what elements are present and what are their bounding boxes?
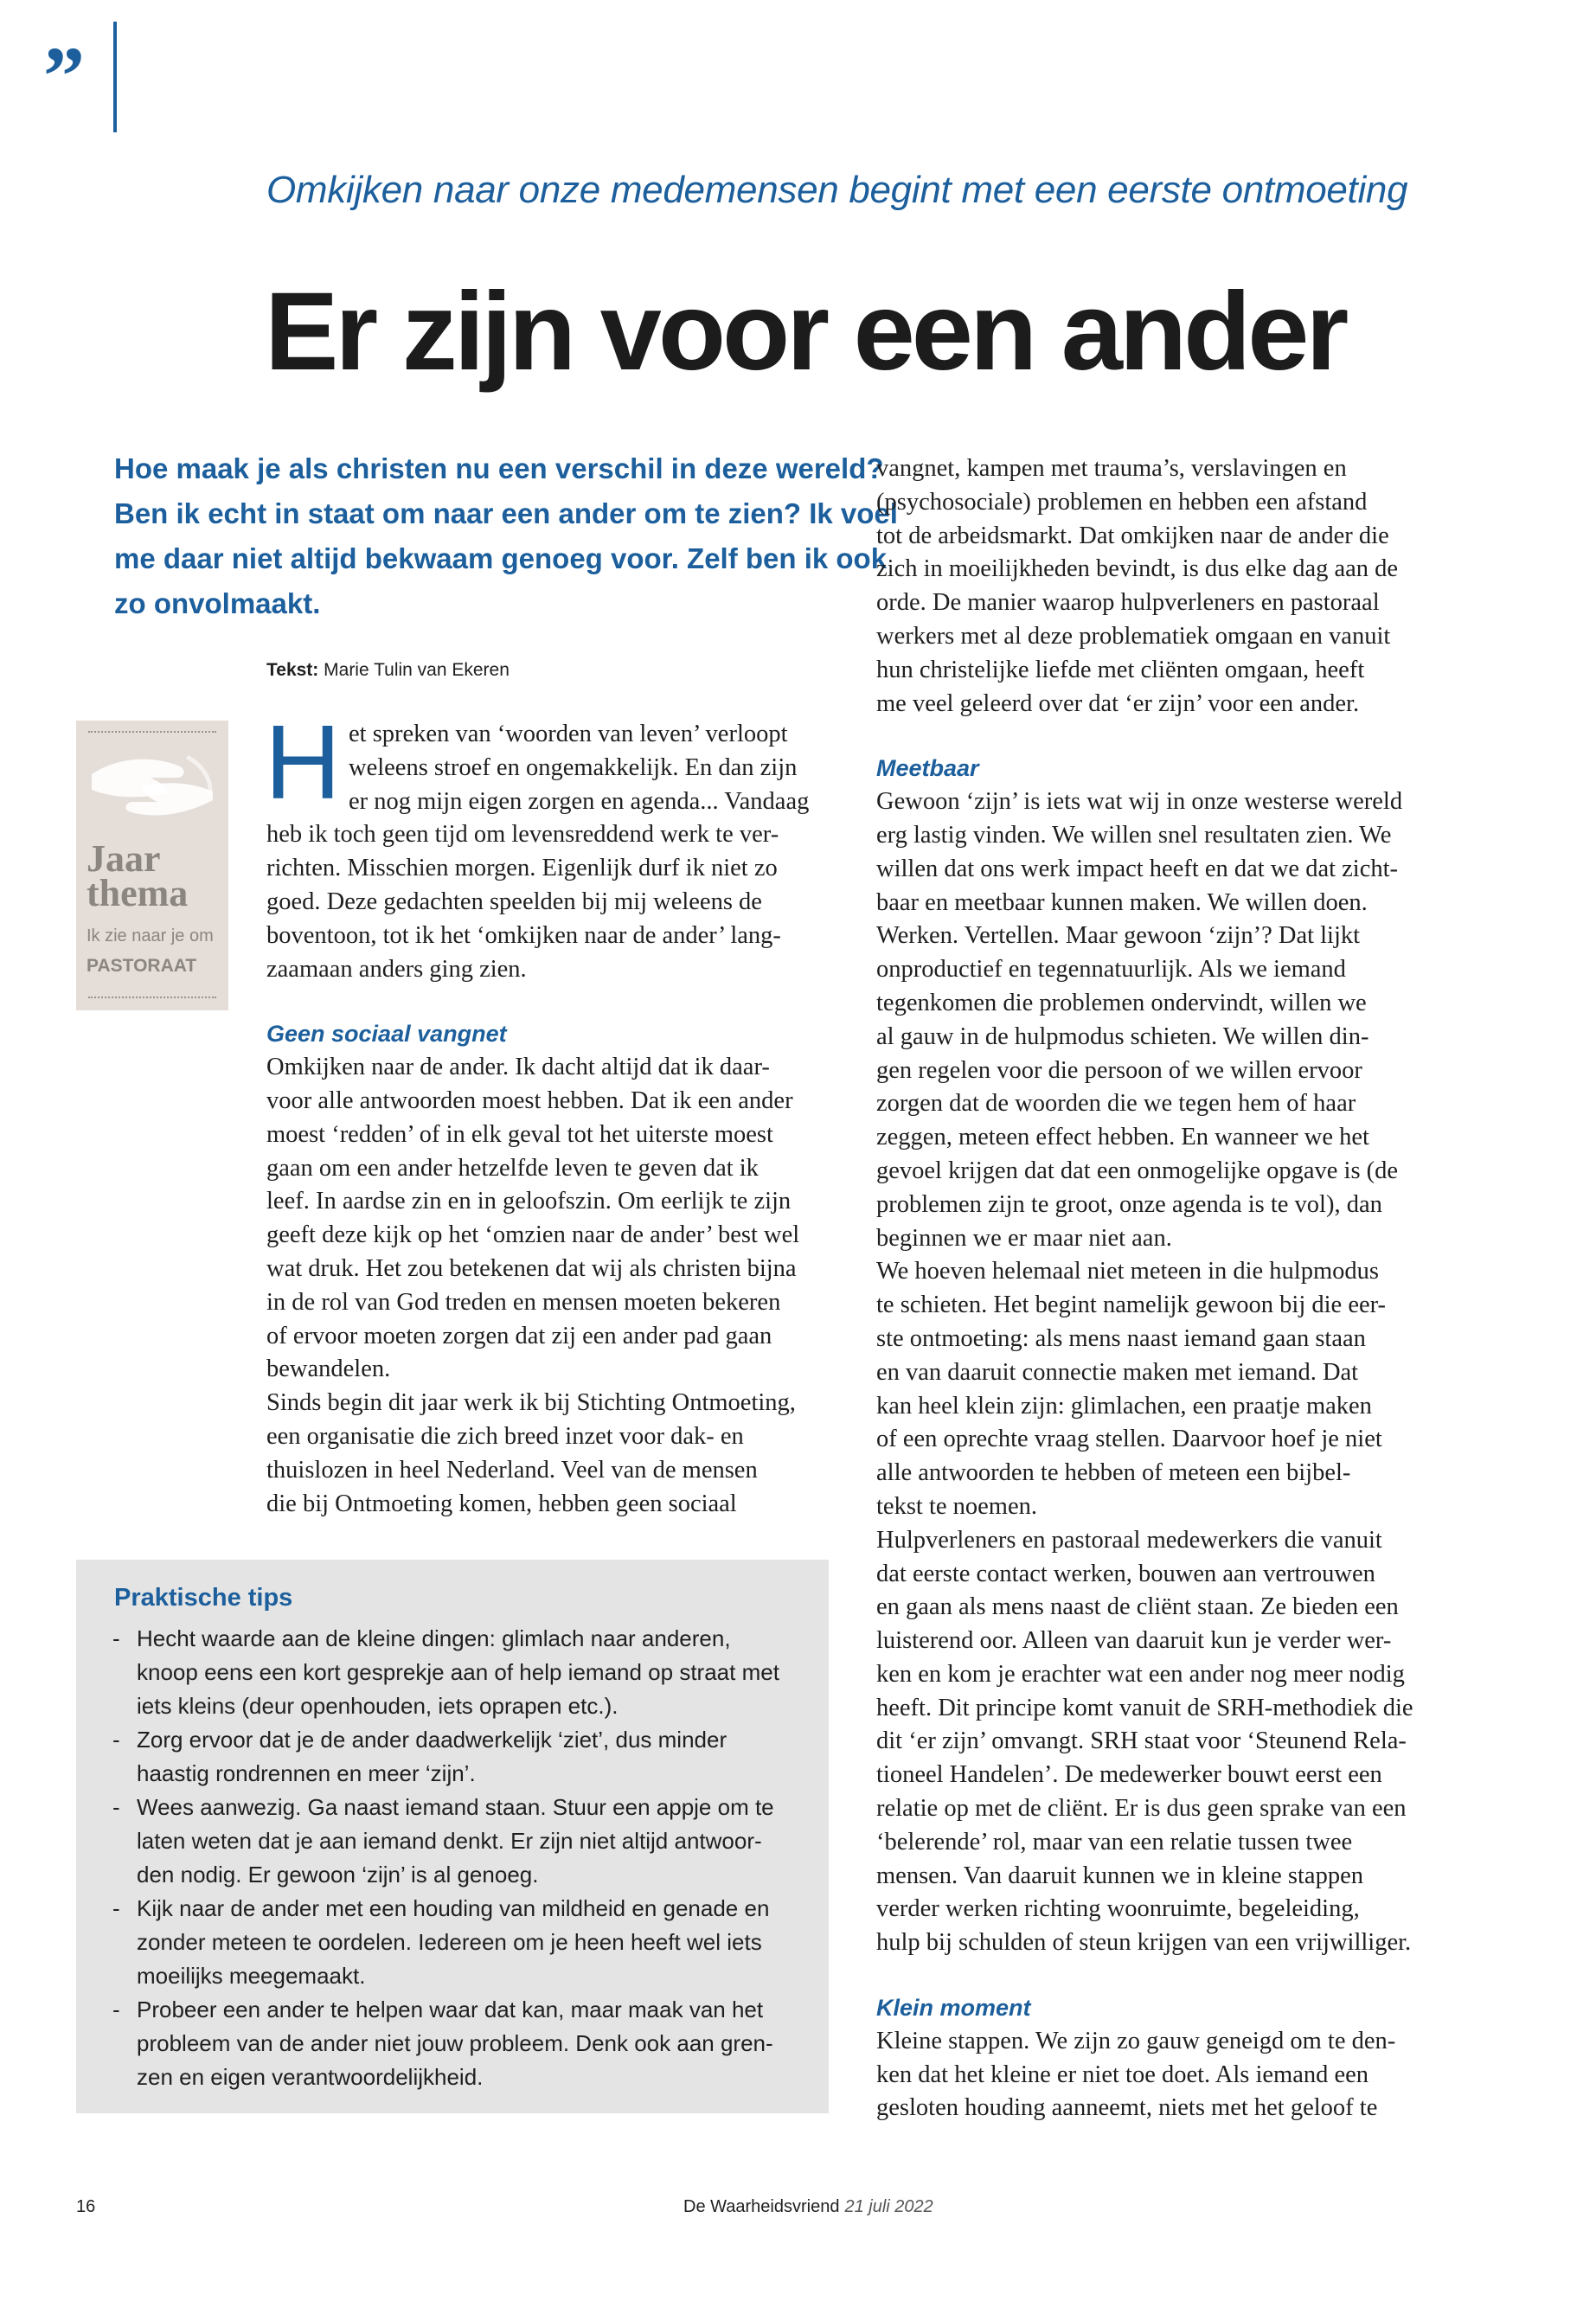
tip-line: haastig rondrennen en meer ‘zijn’. [137,1760,476,1786]
bullet: - [112,1794,120,1820]
subheading: Geen sociaal vangnet [266,1021,507,1048]
tip-line: moeilijks meegemaakt. [137,1963,366,1989]
tip-line: probleem van de ander niet jouw probleem. Denk ook aan gren- [137,2030,773,2056]
text-line: weleens stroef en ongemakkelijk. En dan zijn [349,753,798,781]
text-line: en gaan als mens naast de cliënt staan. Ze bieden een [876,1593,1399,1621]
text-line: leef. In aardse zin en in geloofszin. Om eerlijk te zijn [266,1188,792,1215]
tips-title: Praktische tips [114,1584,293,1612]
tip-item [112,1723,804,1791]
text-line: in de rol van God treden en mensen moeten bekeren [266,1288,781,1316]
tip-line: zen en eigen verantwoordelijkheid. [137,2064,484,2090]
jaarthema-badge [76,721,228,1010]
text-line: tekst te noemen. [876,1492,1037,1520]
tip-line: zonder meteen te oordelen. Iedereen om je heen heeft wel iets [137,1929,762,1955]
text-line: onproductief en tegennatuurlijk. Als we iemand [876,956,1346,984]
text-line: ‘belerende’ rol, maar van een relatie tussen twee [876,1828,1353,1856]
text-line: relatie op met de cliënt. Er is dus geen sprake van een [876,1795,1407,1823]
tip-line: iets kleins (deur openhouden, iets oprapen etc.). [137,1693,619,1719]
tip-line: Wees aanwezig. Ga naast iemand staan. Stuur een appje om te [137,1794,774,1820]
text-line: vangnet, kampen met trauma’s, verslavingen en [876,455,1347,482]
text-line: me veel geleerd over dat ‘er zijn’ voor een ander. [876,689,1360,717]
text-line: alle antwoorden te hebben of meteen een bijbel- [876,1459,1351,1487]
tip-line: knoop eens een kort gesprekje aan of help iemand op straat met [137,1659,779,1685]
text-line: richten. Misschien morgen. Eigenlijk durf ik niet zo [266,855,778,882]
text-line: Werken. Vertellen. Maar gewoon ‘zijn’? Dat lijkt [876,922,1361,950]
jaarthema-title-line: thema [87,872,189,914]
byline-author: Marie Tulin van Ekeren [324,660,510,680]
text-line: problemen zijn te groot, onze agenda is te vol), dan [876,1190,1382,1218]
tip-line: Kijk naar de ander met een houding van mildheid en genade en [137,1895,770,1921]
bullet: - [112,1727,120,1753]
bullet: - [112,1895,120,1921]
tip-line: Probeer een ander te helpen waar dat kan, maar maak van het [137,1997,764,2022]
text-line: heb ik toch geen tijd om levensreddend werk te ver- [266,821,779,849]
text-line: boventoon, tot ik het ‘omkijken naar de ander’ lang- [266,921,781,949]
text-line: Gewoon ‘zijn’ is iets wat wij in onze westerse wereld [876,788,1403,816]
byline-label: Tekst: [266,660,319,680]
text-line: en van daaruit connectie maken met iemand. Dat [876,1358,1359,1386]
text-line: verder werken richting woonruimte, begeleiding, [876,1895,1360,1923]
text-line: thuislozen in heel Nederland. Veel van de mensen [266,1456,758,1484]
text-line: erg lastig vinden. We willen snel resultaten zien. We [876,821,1392,849]
text-line: ken en kom je erachter wat een ander nog meer nodig [876,1660,1405,1688]
text-line: geeft deze kijk op het ‘omzien naar de ander’ best wel [266,1221,800,1249]
lead-paragraph [114,446,898,626]
text-line: er nog mijn eigen zorgen en agenda... Vandaag [349,787,810,815]
subheading: Klein moment [876,1995,1031,2022]
magazine-name: De Waarheidsvriend [683,2197,840,2216]
text-line: zich in moeilijkheden bevindt, is dus elke dag aan de [876,555,1399,583]
dropcap: H [265,703,342,821]
text-line: wat druk. Het zou betekenen dat wij als christen bijna [266,1254,797,1282]
text-line: heeft. Dit principe komt vanuit de SRH-methodiek die [876,1694,1413,1721]
page-title: Er zijn voor een ander [265,270,1346,394]
text-line: gaan om een ander hetzelfde leven te geven dat ik [266,1154,759,1182]
text-line: tot de arbeidsmarkt. Dat omkijken naar de ander die [876,522,1389,549]
footer-magazine [683,2197,933,2217]
tip-item [112,1993,804,2094]
text-line: kan heel klein zijn: glimlachen, een praatje maken [876,1392,1372,1420]
tip-line: Hecht waarde aan de kleine dingen: glimlach naar anderen, [137,1625,731,1651]
text-line: te schieten. Het begint namelijk gewoon bij die eer- [876,1292,1387,1319]
text-line: goed. Deze gedachten speelden bij mij weleens de [266,888,762,915]
text-line: baar en meetbaar kunnen maken. We willen doen. [876,888,1368,916]
tips-list [112,1622,804,2094]
lead-line: me daar niet altijd bekwaam genoeg voor. Zelf ben ik ook [114,542,888,574]
tip-line: laten weten dat je aan iemand denkt. Er zijn niet altijd antwoor- [137,1828,762,1854]
dotted-divider [88,997,216,998]
text-line: voor alle antwoorden moest hebben. Dat ik een ander [266,1086,793,1114]
text-line: zeggen, meteen effect hebben. En wanneer we het [876,1124,1369,1151]
text-line: of een oprechte vraag stellen. Daarvoor hoef je niet [876,1426,1382,1453]
jaarthema-title [87,837,225,914]
text-line: hun christelijke liefde met cliënten omgaan, heeft [876,656,1365,683]
text-line: een organisatie die zich breed inzet voor dak- en [266,1422,744,1450]
issue-date: 21 juli 2022 [844,2197,933,2216]
tip-item [112,1791,804,1892]
top-rule [113,22,117,132]
text-line: hulp bij schulden of steun krijgen van een vrijwilliger. [876,1929,1412,1957]
text-line: Sinds begin dit jaar werk ik bij Stichting Ontmoeting, [266,1389,796,1417]
byline [266,660,510,681]
tip-line: Zorg ervoor dat je de ander daadwerkelijk ‘ziet’, dus minder [137,1727,727,1753]
text-line: beginnen we er maar niet aan. [876,1224,1172,1252]
text-line: ste ontmoeting: als mens naast iemand gaan staan [876,1324,1366,1352]
text-line: zorgen dat de woorden die we tegen hem of haar [876,1090,1356,1118]
text-line: (psychosociale) problemen en hebben een afstand [876,488,1368,516]
text-line: gesloten houding aanneemt, niets met het geloof te [876,2094,1378,2122]
text-line: willen dat ons werk impact heeft en dat we dat zicht- [876,855,1399,882]
left-column [266,718,837,1521]
text-line: moest ‘redden’ of in elk geval tot het uiterste moest [266,1120,773,1148]
text-line: zaamaan anders ging zien. [266,955,527,983]
text-line: die bij Ontmoeting komen, hebben geen sociaal [266,1490,737,1517]
subheading: Meetbaar [876,755,979,782]
hands-icon [83,740,221,843]
bullet: - [112,1997,120,2022]
text-line: gevoel krijgen dat dat een onmogelijke opgave is (de [876,1157,1399,1184]
text-line: Hulpverleners en pastoraal medewerkers die vanuit [876,1526,1382,1554]
text-line: gen regelen voor die persoon of we willen ervoor [876,1056,1362,1084]
right-column [876,452,1465,2125]
text-line: Omkijken naar de ander. Ik dacht altijd dat ik daar- [266,1054,770,1081]
kicker: Omkijken naar onze medemensen begint met een eerste ontmoeting [266,169,1408,211]
tip-item [112,1622,804,1723]
text-line: luisterend oor. Alleen van daaruit kun je verder wer- [876,1627,1392,1655]
text-line: We hoeven helemaal niet meteen in die hulpmodus [876,1258,1379,1285]
bullet: - [112,1625,120,1651]
text-line: dat eerste contact werken, bouwen aan vertrouwen [876,1560,1375,1587]
jaarthema-title-line: Jaar [87,837,161,880]
jaarthema-subtitle: Ik zie naar je om [87,926,214,945]
lead-line: zo onvolmaakt. [114,587,321,619]
dotted-divider [88,731,216,733]
text-line: orde. De manier waarop hulpverleners en pastoraal [876,589,1380,617]
text-line: ken dat het kleine er niet toe doet. Als iemand een [876,2061,1369,2088]
text-line: tegenkomen die problemen ondervindt, willen we [876,989,1367,1016]
text-line: al gauw in de hulpmodus schieten. We willen din- [876,1022,1369,1050]
page-number: 16 [76,2197,96,2216]
tip-line: den nodig. Er gewoon ‘zijn’ is al genoeg. [137,1862,539,1888]
text-line: et spreken van ‘woorden van leven’ verloopt [349,721,788,747]
text-line: Kleine stappen. We zijn zo gauw geneigd om te den- [876,2027,1396,2054]
jaarthema-category: PASTORAAT [87,956,197,976]
quote-mark-icon: ” [43,29,85,122]
text-line: dit ‘er zijn’ omvangt. SRH staat voor ‘Steunend Rela- [876,1727,1407,1755]
tip-item [112,1892,804,1993]
lead-line: Hoe maak je als christen nu een verschil in deze wereld? [114,452,884,484]
text-line: mensen. Van daaruit kunnen we in kleine stappen [876,1862,1363,1889]
text-line: werkers met al deze problematiek omgaan en vanuit [876,622,1391,650]
tips-box [76,1560,829,2113]
text-line: of ervoor moeten zorgen dat zij een ander pad gaan [266,1322,772,1349]
lead-line: Ben ik echt in staat om naar een ander om te zien? Ik voel [114,497,898,529]
text-line: tioneel Handelen’. De medewerker bouwt eerst een [876,1761,1382,1789]
text-line: bewandelen. [266,1356,391,1383]
